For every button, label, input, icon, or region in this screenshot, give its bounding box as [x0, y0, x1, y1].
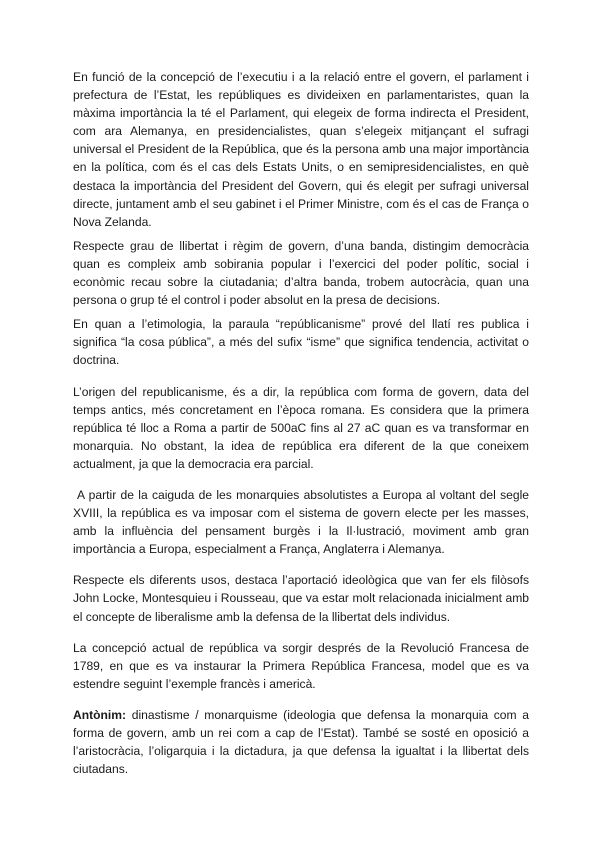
paragraph-freedom-regime: Respecte grau de llibertat i règim de govern, d’una banda, distingim democràcia quan es compleix amb sobirania popular i l’exercici del poder polític, social i econòmic recau sobre la ciutadania; d’altra banda, trobem autocràcia, quan una persona o grup té el control i poder absolut en la presa de decisions.	[73, 238, 529, 308]
antonym-label: Antònim:	[73, 707, 127, 722]
paragraph-current-concept: La concepció actual de república va sorgir després de la Revolució Francesa de 1789, en que es va instaurar la Primera República Francesa, model que es va estendre seguint l’exemple francès i americà.	[73, 640, 529, 691]
antonym-text: dinastisme / monarquisme (ideologia que defensa la monarquia com a forma de govern, amb un rei com a cap de l’Estat). També se sosté en oposició a l’aristocràcia, l’oligarquia i la dictadura, ja que defensa la igualtat i la llibertat dels ciutadans.	[73, 707, 529, 777]
document-body	[73, 68, 529, 778]
paragraph-absolutism: A partir de la caiguda de les monarquies absolutistes a Europa al voltant del segle XVIII, la república es va imposar com el sistema de govern electe per les masses, amb la influència del pensament burgès i la Il·lustració, moviment amb gran importància a Europa, especialment a França, Anglaterra i Alemanya.	[73, 487, 529, 557]
paragraph-antonym	[73, 706, 529, 778]
paragraph-etymology: En quan a l’etimologia, la paraula “repúblicanisme” prové del llatí res publica i significa “la cosa pública”, a més del sufix “isme” que significa tendencia, activitat o doctrina.	[73, 317, 529, 368]
paragraph-republic-types: En funció de la concepció de l’executiu i a la relació entre el govern, el parlament i prefectura de l’Estat, les repúbliques es divideixen en parlamentaristes, quan la màxima importància la té el Parlament, qui elegeix de forma indirecta el President, com ara Alemanya, en presidencialistes, quan s’elegeix mitjançant el sufragi universal el President de la República, que és la persona amb una major importància en la política, com és el cas dels Estats Units, o en semipresidencialistes, en què destaca la importància del President del Govern, qui és elegit per sufragi universal directe, juntament amb el seu gabinet i el Primer Ministre, com és el cas de França o Nova Zelanda.	[73, 70, 529, 229]
paragraph-uses: Respecte els diferents usos, destaca l’aportació ideològica que van fer els filòsofs John Locke, Montesquieu i Rousseau, que va estar molt relacionada inicialment amb el concepte de liberalisme amb la defensa de la llibertat dels individus.	[73, 573, 529, 624]
paragraph-origin: L’origen del republicanisme, és a dir, la república com forma de govern, data del temps antics, més concretament en l’època romana. Es considera que la primera república té lloc a Roma a partir de 500aC fins al 27 aC quan es va transformar en monarquia. No obstant, la idea de república era diferent de la que coneixem actualment, ja que la democracia era parcial.	[73, 384, 529, 471]
